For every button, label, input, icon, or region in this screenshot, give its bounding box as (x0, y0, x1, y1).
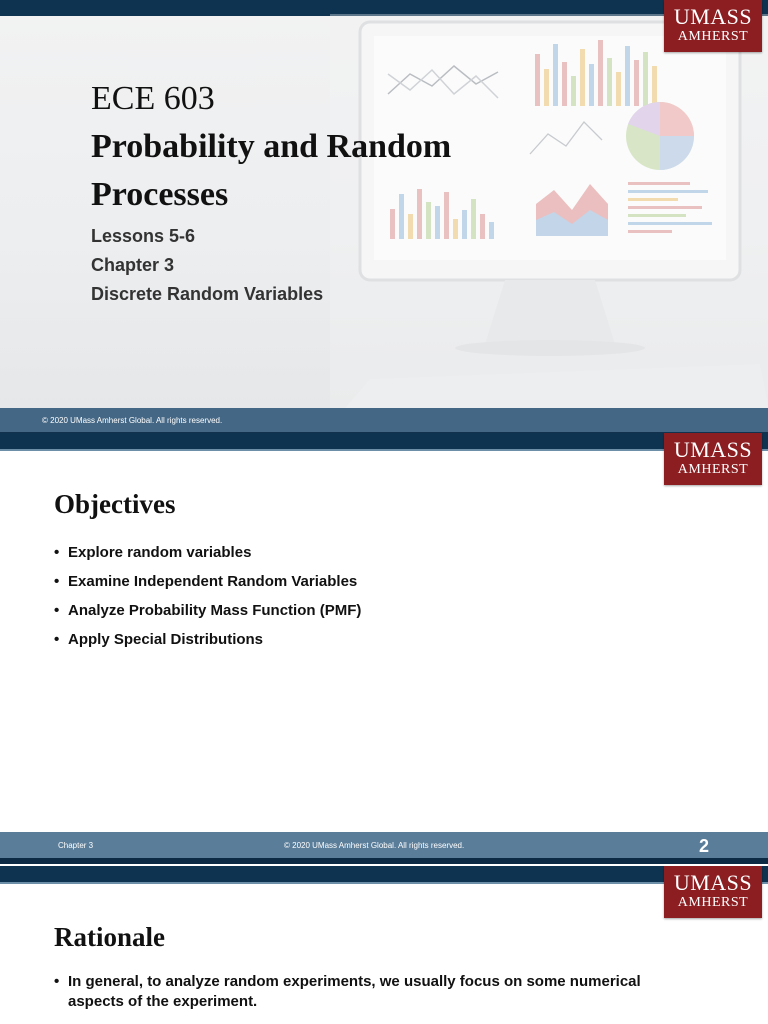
footer-underline (0, 858, 768, 864)
chapter-label: Chapter 3 (91, 255, 175, 275)
rationale-list (54, 972, 694, 1012)
bullet-icon: • (54, 631, 60, 648)
topic-label: Discrete Random Variables (91, 284, 324, 304)
title-slide (0, 0, 768, 433)
list-item (54, 538, 361, 567)
list-item-text: Explore random variables (68, 544, 252, 561)
list-item-text: In general, to analyze random experiments, we usually focus on some numerical aspects of the experiment. (68, 973, 641, 1010)
logo-line-2: AMHERST (677, 29, 749, 44)
course-title-line-1: Probability and Random (91, 128, 452, 165)
list-item (54, 567, 361, 596)
list-item (54, 625, 361, 654)
umass-amherst-logo (664, 433, 762, 485)
logo-line-2: AMHERST (677, 462, 749, 477)
fade-overlay (330, 14, 768, 414)
slide-footer (0, 408, 768, 432)
monitor-chart-illustration (330, 14, 768, 414)
course-title-line-2: Processes (91, 176, 229, 213)
slide-heading: Rationale (54, 922, 165, 952)
list-item (54, 596, 361, 625)
list-item-text: Analyze Probability Mass Function (PMF) (68, 602, 362, 619)
objectives-slide (0, 433, 768, 866)
logo-line-2: AMHERST (677, 895, 749, 910)
logo-line-1: UMASS (673, 4, 753, 29)
bullet-icon: • (54, 973, 60, 990)
list-item (54, 972, 694, 1012)
rationale-slide (0, 866, 768, 1024)
course-code: ECE 603 (91, 80, 215, 117)
top-bar (0, 866, 768, 884)
slide-heading: Objectives (54, 489, 176, 519)
slide-footer (0, 832, 768, 858)
list-item-text: Examine Independent Random Variables (68, 573, 358, 590)
top-bar (0, 433, 768, 451)
logo-line-1: UMASS (673, 870, 753, 895)
objectives-list (54, 538, 361, 654)
footer-chapter: Chapter 3 (58, 841, 94, 850)
list-item-text: Apply Special Distributions (68, 631, 264, 648)
footer-copyright: © 2020 UMass Amherst Global. All rights reserved. (42, 416, 223, 425)
lessons-label: Lessons 5-6 (91, 226, 196, 246)
bullet-icon: • (54, 573, 60, 590)
umass-amherst-logo (664, 866, 762, 918)
page-number: 2 (698, 836, 709, 856)
bullet-icon: • (54, 544, 60, 561)
footer-copyright: © 2020 UMass Amherst Global. All rights reserved. (284, 841, 465, 850)
umass-amherst-logo (664, 0, 762, 52)
bullet-icon: • (54, 602, 60, 619)
logo-line-1: UMASS (673, 437, 753, 462)
